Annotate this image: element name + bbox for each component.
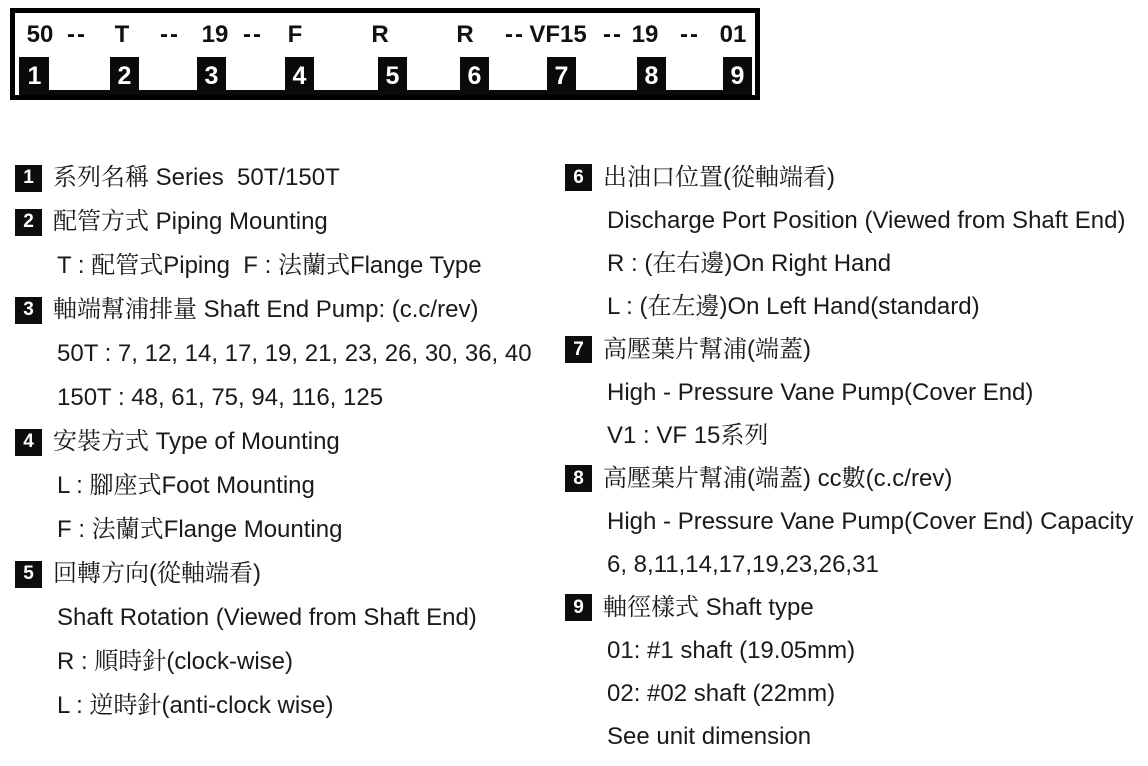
item-line: L : (在左邊)On Left Hand(standard) — [607, 292, 980, 320]
position-number-5: 5 — [378, 57, 407, 95]
item-line: High - Pressure Vane Pump(Cover End) Capacity — [607, 507, 1134, 535]
band-gap — [666, 57, 723, 90]
code-part-cover-end-pump: VF15 — [529, 21, 587, 48]
legend — [15, 156, 1148, 758]
band-gap — [49, 57, 110, 90]
item-line: V1 : VF 15系列 — [607, 421, 769, 449]
item-line: 02: #02 shaft (22mm) — [607, 679, 836, 707]
item-number-badge: 2 — [15, 209, 42, 236]
code-part-displacement: 19 — [201, 21, 229, 48]
item-line: Discharge Port Position (Viewed from Shaft End) — [607, 206, 1126, 234]
legend-item-line — [15, 244, 565, 288]
item-title: 安裝方式 Type of Mounting — [53, 428, 340, 455]
band-gap — [226, 57, 285, 90]
position-number-3: 3 — [197, 57, 226, 95]
band-gap — [314, 57, 378, 90]
item-line: Shaft Rotation (Viewed from Shaft End) — [57, 604, 477, 631]
position-number-2: 2 — [110, 57, 139, 95]
legend-item-line — [15, 464, 565, 508]
legend-item-line — [565, 629, 1148, 672]
item-title: 高壓葉片幫浦(端蓋) — [603, 335, 811, 363]
legend-item-line — [15, 640, 565, 684]
legend-item-line — [15, 508, 565, 552]
position-number-6: 6 — [460, 57, 489, 95]
legend-column-left — [15, 156, 565, 758]
item-line: F : 法蘭式Flange Mounting — [57, 516, 343, 543]
position-number-1: 1 — [20, 57, 49, 95]
legend-item-line — [565, 371, 1148, 414]
legend-item-line — [565, 199, 1148, 242]
position-number-8: 8 — [637, 57, 666, 95]
code-separator: -- — [603, 21, 623, 48]
legend-item-title — [15, 420, 565, 464]
model-code-row — [15, 13, 755, 57]
legend-item-line — [15, 332, 565, 376]
code-part-rotation: R — [371, 21, 389, 48]
item-title: 回轉方向(從軸端看) — [53, 560, 261, 587]
legend-item-line — [565, 285, 1148, 328]
item-line: 50T : 7, 12, 14, 17, 19, 21, 23, 26, 30, 36, 40 — [57, 340, 532, 367]
position-number-9: 9 — [723, 57, 752, 95]
item-title: 軸徑樣式 Shaft type — [603, 593, 814, 621]
item-line: 6, 8,11,14,17,19,23,26,31 — [607, 550, 879, 578]
legend-item-title — [565, 328, 1148, 371]
band-gap — [576, 57, 637, 90]
item-number-badge: 8 — [565, 465, 592, 492]
legend-item-line — [565, 543, 1148, 586]
item-line: 150T : 48, 61, 75, 94, 116, 125 — [57, 384, 384, 411]
legend-item-title — [15, 552, 565, 596]
code-separator: -- — [680, 21, 700, 48]
legend-item-title — [565, 586, 1148, 629]
code-part-cover-capacity: 19 — [631, 21, 659, 48]
position-number-4: 4 — [285, 57, 314, 95]
item-number-badge: 4 — [15, 429, 42, 456]
code-separator: -- — [505, 21, 525, 48]
item-line: High - Pressure Vane Pump(Cover End) — [607, 378, 1034, 406]
code-part-piping: T — [114, 21, 130, 48]
item-line: R : 順時針(clock-wise) — [57, 648, 294, 675]
item-number-badge: 9 — [565, 594, 592, 621]
legend-item-title — [15, 156, 565, 200]
code-part-port-position: R — [456, 21, 474, 48]
legend-item-line — [15, 596, 565, 640]
position-number-band — [15, 57, 755, 95]
band-gap — [139, 57, 197, 90]
legend-item-title — [565, 156, 1148, 199]
item-number-badge: 7 — [565, 336, 592, 363]
legend-item-line — [565, 715, 1148, 758]
item-number-badge: 1 — [15, 165, 42, 192]
legend-item-line — [565, 500, 1148, 543]
code-part-shaft-type: 01 — [719, 21, 747, 48]
item-line: L : 腳座式Foot Mounting — [57, 472, 315, 499]
band-gap — [407, 57, 460, 90]
item-number-badge: 6 — [565, 164, 592, 191]
item-title: 系列名稱 Series 50T/150T — [53, 164, 340, 191]
legend-column-right — [565, 156, 1148, 758]
item-line: See unit dimension — [607, 722, 812, 750]
legend-item-title — [15, 288, 565, 332]
item-line: R : (在右邊)On Right Hand — [607, 249, 892, 277]
legend-item-title — [565, 457, 1148, 500]
item-line: T : 配管式Piping F : 法蘭式Flange Type — [57, 252, 482, 279]
legend-item-line — [15, 684, 565, 728]
band-gap — [489, 57, 547, 90]
legend-item-title — [15, 200, 565, 244]
position-number-7: 7 — [547, 57, 576, 95]
legend-item-line — [565, 414, 1148, 457]
item-title: 出油口位置(從軸端看) — [603, 163, 835, 191]
item-line: L : 逆時針(anti-clock wise) — [57, 692, 334, 719]
legend-item-line — [15, 376, 565, 420]
code-separator: -- — [160, 21, 180, 48]
legend-item-line — [565, 242, 1148, 285]
item-title: 配管方式 Piping Mounting — [53, 208, 328, 235]
item-number-badge: 5 — [15, 561, 42, 588]
code-separator: -- — [67, 21, 87, 48]
legend-item-line — [565, 672, 1148, 715]
code-part-series: 50 — [26, 21, 54, 48]
item-number-badge: 3 — [15, 297, 42, 324]
code-part-mounting: F — [287, 21, 303, 48]
model-code-box — [10, 8, 760, 100]
item-title: 軸端幫浦排量 Shaft End Pump: (c.c/rev) — [53, 296, 479, 323]
item-title: 高壓葉片幫浦(端蓋) cc數(c.c/rev) — [603, 464, 953, 492]
code-separator: -- — [243, 21, 263, 48]
item-line: 01: #1 shaft (19.05mm) — [607, 636, 856, 664]
